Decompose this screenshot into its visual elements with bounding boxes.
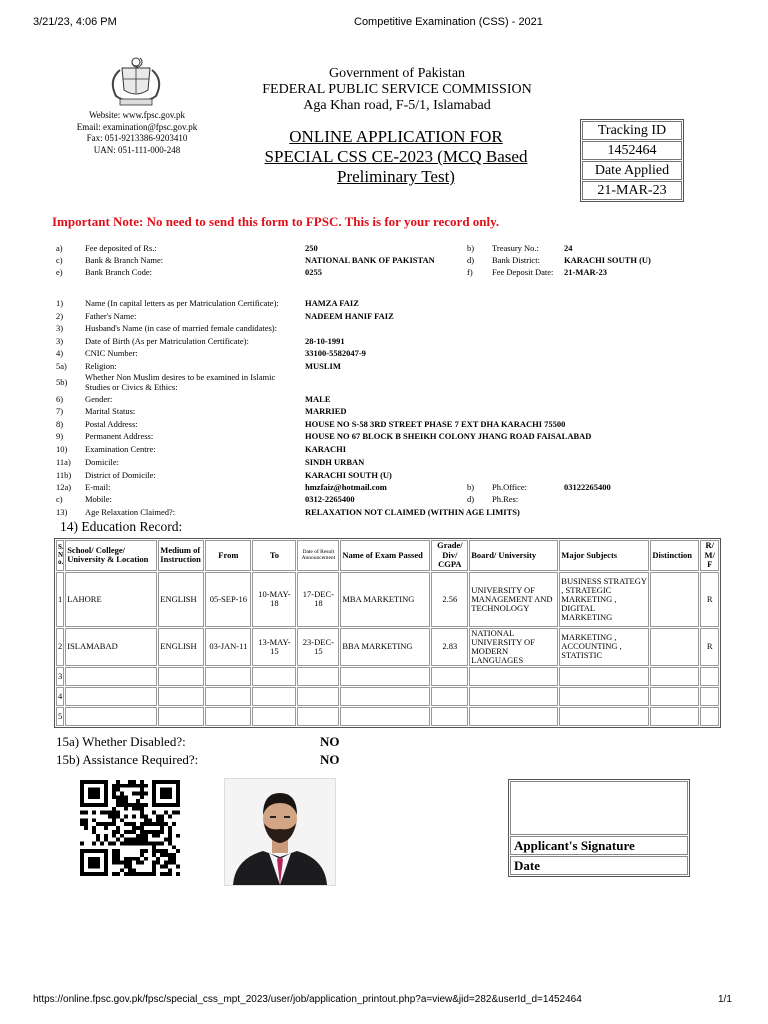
print-url: https://online.fpsc.gov.pk/fpsc/special_css_mpt_2023/user/job/application_printout.php?a=view&jid=282&userId_d=1452464 <box>33 994 582 1005</box>
row-2-from: 03-JAN-11 <box>205 628 251 666</box>
fee-f-label: Fee Deposit Date: <box>492 267 554 277</box>
row-2-result: 23-DEC-15 <box>297 628 339 666</box>
row-1-rmf: R <box>700 572 719 627</box>
fee-e-label: Bank Branch Code: <box>85 267 153 277</box>
col-from: From <box>205 540 251 571</box>
field-13-value: SINDH URBAN <box>305 457 365 467</box>
education-header-row <box>56 540 719 571</box>
field-6-value: MUSLIM <box>305 361 341 371</box>
row-1-medium: ENGLISH <box>158 572 204 627</box>
field-16-label: Mobile: <box>85 494 112 504</box>
col-medium: Medium of Instruction <box>158 540 204 571</box>
fee-f-num: f) <box>467 267 473 277</box>
field-14-num: 11b) <box>56 470 72 480</box>
field-10-num: 8) <box>56 419 64 429</box>
title-line-2: SPECIAL CSS CE-2023 (MCQ Based <box>264 147 528 166</box>
col-board: Board/ University <box>469 540 558 571</box>
table-row <box>56 572 719 627</box>
field-10-value: HOUSE NO S-58 3RD STREET PHASE 7 EXT DHA KARACHI 75500 <box>305 419 566 429</box>
col-grade: Grade/ Div/ CGPA <box>431 540 468 571</box>
field-15b-value: 03122265400 <box>564 482 611 492</box>
fee-a-label: Fee deposited of Rs.: <box>85 243 157 253</box>
field-16b-num: d) <box>467 494 475 504</box>
table-row <box>56 667 719 686</box>
col-distinction: Distinction <box>650 540 699 571</box>
field-4-value: 28-10-1991 <box>305 336 345 346</box>
disabled-label: 15a) Whether Disabled?: <box>56 734 186 749</box>
field-16-num: c) <box>56 494 63 504</box>
field-1-num: 1) <box>56 298 64 308</box>
field-12-label: Examination Centre: <box>85 444 156 454</box>
col-school: School/ College/ University & Location <box>65 540 157 571</box>
contact-email: Email: examination@fpsc.gov.pk <box>76 121 198 132</box>
field-4-num: 3) <box>56 336 64 346</box>
row-1-board: UNIVERSITY OF MANAGEMENT AND TECHNOLOGY <box>469 572 558 627</box>
row-2-subjects: MARKETING , ACCOUNTING , STATISTIC <box>559 628 649 666</box>
row-1-result: 17-DEC-18 <box>297 572 339 627</box>
field-7-num: 5b) <box>56 377 68 387</box>
table-row <box>56 687 719 706</box>
print-datetime: 3/21/23, 4:06 PM <box>33 16 117 28</box>
field-17-num: 13) <box>56 507 68 517</box>
fee-d-num: d) <box>467 255 475 265</box>
col-subjects: Major Subjects <box>559 540 649 571</box>
header-commission: FEDERAL PUBLIC SERVICE COMMISSION <box>262 82 532 97</box>
field-2-num: 2) <box>56 311 64 321</box>
field-13-label: Domicile: <box>85 457 119 467</box>
contact-fax: Fax: 051-9213386-9203410 <box>86 133 188 143</box>
education-table <box>54 538 721 728</box>
contact-info <box>62 110 212 156</box>
table-row <box>56 628 719 666</box>
field-8-num: 6) <box>56 394 64 404</box>
field-12-num: 10) <box>56 444 68 454</box>
fee-a-num: a) <box>56 243 63 253</box>
field-14-label: District of Domicile: <box>85 470 156 480</box>
field-15-label: E-mail: <box>85 482 111 492</box>
signature-date-label: Date <box>510 856 688 875</box>
field-8-value: MALE <box>305 394 331 404</box>
row-1-to: 10-MAY-18 <box>252 572 296 627</box>
col-exam: Name of Exam Passed <box>340 540 430 571</box>
row-5-sno: 5 <box>56 707 64 726</box>
field-6-num: 5a) <box>56 361 67 371</box>
row-2-rmf: R <box>700 628 719 666</box>
field-5-num: 4) <box>56 348 64 358</box>
row-2-exam: BBA MARKETING <box>340 628 430 666</box>
table-row <box>56 707 719 726</box>
fee-c-value: NATIONAL BANK OF PAKISTAN <box>305 255 435 265</box>
field-17-label: Age Relaxation Claimed?: <box>85 507 176 517</box>
fee-a-value: 250 <box>305 243 318 253</box>
tracking-id-value: 1452464 <box>582 141 682 160</box>
field-5-label: CNIC Number: <box>85 348 138 358</box>
fee-b-num: b) <box>467 243 475 253</box>
row-4-sno: 4 <box>56 687 64 706</box>
field-9-value: MARRIED <box>305 406 347 416</box>
row-1-exam: MBA MARKETING <box>340 572 430 627</box>
field-15-value: hmzfaiz@hotmail.com <box>305 482 387 492</box>
header-address: Aga Khan road, F-5/1, Islamabad <box>303 98 491 113</box>
contact-uan: UAN: 051-111-000-248 <box>93 144 181 155</box>
fee-d-value: KARACHI SOUTH (U) <box>564 255 651 265</box>
row-2-board: NATIONAL UNIVERSITY OF MODERN LANGUAGES <box>469 628 558 666</box>
education-heading: 14) Education Record: <box>60 519 183 534</box>
header-block <box>256 66 538 114</box>
date-applied-value: 21-MAR-23 <box>582 181 682 200</box>
field-15-num: 12a) <box>56 482 72 492</box>
fee-f-value: 21-MAR-23 <box>564 267 607 277</box>
row-2-distinction <box>650 628 699 666</box>
row-3-sno: 3 <box>56 667 64 686</box>
field-15b-label: Ph.Office: <box>492 482 528 492</box>
signature-label: Applicant's Signature <box>510 836 688 855</box>
row-1-school: LAHORE <box>65 572 157 627</box>
fee-b-value: 24 <box>564 243 573 253</box>
page-title <box>250 127 542 187</box>
field-3-label: Husband's Name (in case of married female candidates): <box>85 323 277 333</box>
pakistan-emblem-icon <box>104 54 168 108</box>
field-8-label: Gender: <box>85 394 113 404</box>
assistance-label: 15b) Assistance Required?: <box>56 752 199 767</box>
fee-e-value: 0255 <box>305 267 322 277</box>
col-to: To <box>252 540 296 571</box>
field-3-num: 3) <box>56 323 64 333</box>
row-2-to: 13-MAY-15 <box>252 628 296 666</box>
row-1-grade: 2.56 <box>431 572 468 627</box>
contact-website: Website: www.fpsc.gov.pk <box>88 110 186 120</box>
applicant-photo <box>224 778 336 886</box>
fee-d-label: Bank District: <box>492 255 540 265</box>
field-5-value: 33100-5582047-9 <box>305 348 366 358</box>
field-16b-label: Ph.Res: <box>492 494 519 504</box>
print-page-title: Competitive Examination (CSS) - 2021 <box>354 16 543 28</box>
field-9-num: 7) <box>56 406 64 416</box>
field-2-label: Father's Name: <box>85 311 137 321</box>
field-2-value: NADEEM HANIF FAIZ <box>305 311 394 321</box>
field-14-value: KARACHI SOUTH (U) <box>305 470 392 480</box>
field-1-label: Name (In capital letters as per Matriculation Certificate): <box>85 298 279 308</box>
field-11-label: Permanent Address: <box>85 431 154 441</box>
date-applied-label: Date Applied <box>582 161 682 180</box>
field-15b-num: b) <box>467 482 475 492</box>
field-11-value: HOUSE NO 67 BLOCK B SHEIKH COLONY JHANG ROAD FAISALABAD <box>305 431 592 441</box>
col-sno: S. N o. <box>56 540 64 571</box>
field-16-value: 0312-2265400 <box>305 494 355 504</box>
field-12-value: KARACHI <box>305 444 347 454</box>
field-6-label: Religion: <box>85 361 117 371</box>
field-17-value: RELAXATION NOT CLAIMED (WITHIN AGE LIMITS) <box>305 507 520 517</box>
fee-b-label: Treasury No.: <box>492 243 539 253</box>
row-2-medium: ENGLISH <box>158 628 204 666</box>
tracking-box <box>580 119 684 202</box>
signature-box <box>508 779 690 877</box>
row-1-distinction <box>650 572 699 627</box>
row-1-subjects: BUSINESS STRATEGY , STRATEGIC MARKETING , DIGITAL MARKETING <box>559 572 649 627</box>
title-line-1: ONLINE APPLICATION FOR <box>289 127 503 146</box>
fee-e-num: e) <box>56 267 63 277</box>
print-page-count: 1/1 <box>718 994 732 1005</box>
signature-area <box>510 781 688 835</box>
important-note: Important Note: No need to send this form to FPSC. This is for your record only. <box>52 214 500 229</box>
header-gov: Government of Pakistan <box>328 66 466 81</box>
field-13-num: 11a) <box>56 457 71 467</box>
col-rmf: R/ M/ F <box>700 540 719 571</box>
fee-c-num: c) <box>56 255 63 265</box>
field-11-num: 9) <box>56 431 64 441</box>
row-2-grade: 2.83 <box>431 628 468 666</box>
assistance-value: NO <box>320 752 340 767</box>
title-line-3: Preliminary Test) <box>337 167 455 186</box>
qr-code <box>80 780 180 876</box>
col-result-date: Date of Result Announcement <box>297 540 339 571</box>
field-10-label: Postal Address: <box>85 419 138 429</box>
tracking-id-label: Tracking ID <box>582 121 682 140</box>
field-9-label: Marital Status: <box>85 406 136 416</box>
row-1-sno: 1 <box>56 572 64 627</box>
field-7-label: Whether Non Muslim desires to be examined in Islamic Studies or Civics & Ethics: <box>85 372 276 392</box>
row-2-school: ISLAMABAD <box>65 628 157 666</box>
field-4-label: Date of Birth (As per Matriculation Certificate): <box>85 336 249 346</box>
field-1-value: HAMZA FAIZ <box>305 298 359 308</box>
row-2-sno: 2 <box>56 628 64 666</box>
fee-c-label: Bank & Branch Name: <box>85 255 164 265</box>
row-1-from: 05-SEP-16 <box>205 572 251 627</box>
disabled-value: NO <box>320 734 340 749</box>
